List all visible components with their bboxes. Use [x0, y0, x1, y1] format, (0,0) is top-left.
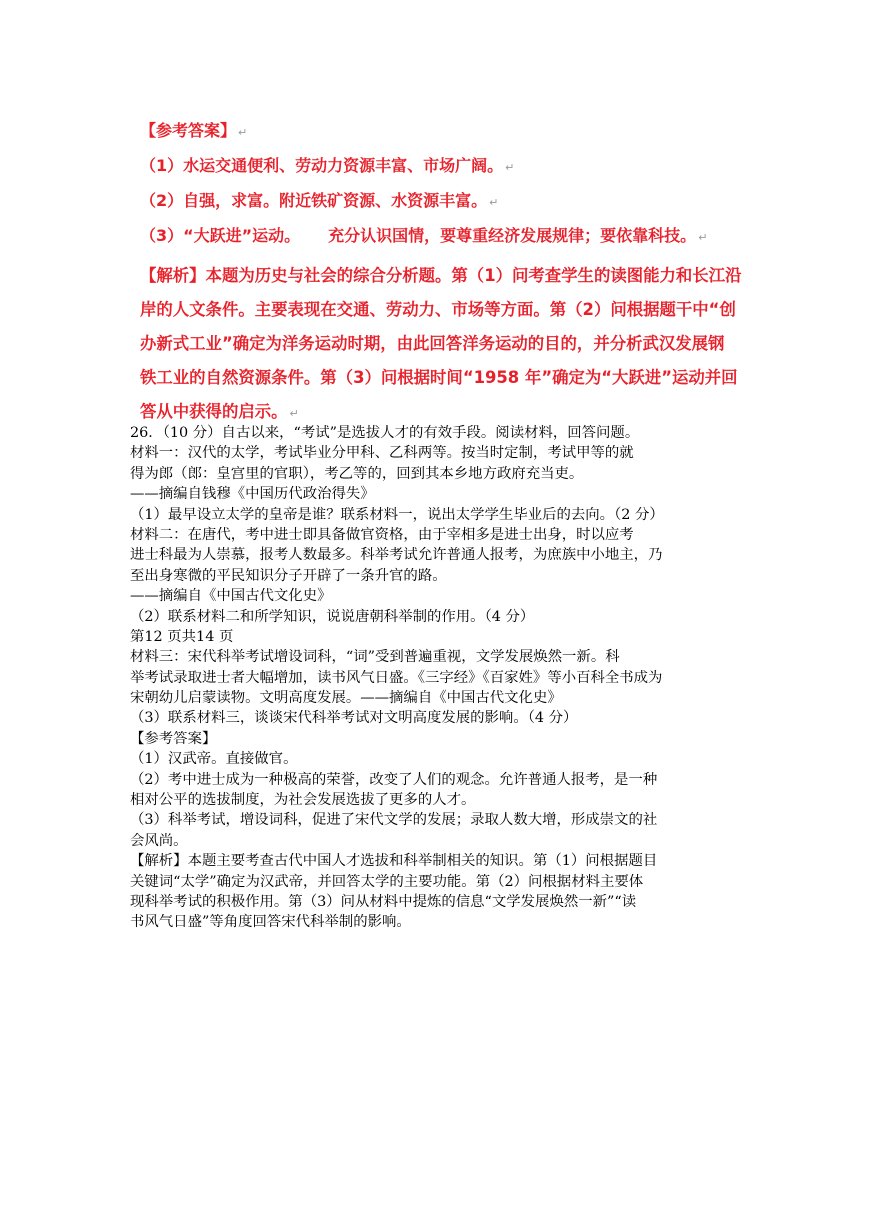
return-mark: ↵ — [289, 407, 299, 420]
answer-line: （3）科举考试，增设词科，促进了宋代文学的发展；录取人数大增，形成崇文的社 — [130, 812, 658, 829]
answer-heading: 【参考答案】 ↵ — [140, 121, 248, 140]
question-line: 26．（10 分）自古以来，“考试”是选拔人才的有效手段。阅读材料，回答问题。 — [130, 425, 640, 441]
reference-answer-block — [140, 113, 840, 429]
answer-line: （1）汉武帝。直接做官。 — [130, 751, 298, 768]
answer-line: 相对公平的选拔制度，为社会发展选拔了更多的人才。 — [130, 792, 476, 809]
question-line: 材料二：在唐代，考中进士即具备做官资格，由于宰相多是进士出身，时以应考 — [130, 526, 634, 543]
question-line: 进士科最为人崇慕，报考人数最多。科举考试允许普通人报考，为庶族中小地主，乃 — [130, 547, 663, 564]
return-mark: ↵ — [698, 231, 708, 244]
analysis-line-1: 【解析】本题为历史与社会的综合分析题。第（1）问考查学生的读图能力和长江沿 — [140, 266, 742, 285]
analysis-line-2: 岸的人文条件。主要表现在交通、劳动力、市场等方面。第（2）问根据题干中“创 — [140, 300, 736, 319]
question-line: 宋朝幼儿启蒙读物。文明高度发展。——摘编自《中国古代文化史》 — [130, 690, 562, 707]
sub-question: （3）联系材料三，谈谈宋代科举考试对文明高度发展的影响。（4 分） — [130, 710, 578, 727]
source-citation: ——摘编自《中国古代文化史》 — [130, 588, 332, 605]
return-mark: ↵ — [238, 126, 248, 139]
question-line: 材料三：宋代科举考试增设词科，“词”受到普遍重视，文学发展焕然一新。科 — [130, 649, 620, 666]
question-line: 至出身寒微的平民知识分子开辟了一条升官的路。 — [130, 567, 447, 584]
return-mark: ↵ — [505, 161, 515, 174]
analysis-line: 书风气日盛”等角度回答宋代科举制的影响。 — [130, 914, 411, 931]
page-number: 第12 页共14 页 — [130, 628, 234, 645]
answer-line-2: （2）自强，求富。附近铁矿资源、水资源丰富。 ↵ — [140, 191, 499, 210]
analysis-line: 关键词“太学”确定为汉武帝，并回答太学的主要功能。第（2）问根据材料主要体 — [130, 873, 644, 890]
question-line: 得为郎（郎：皇宫里的官职），考乙等的，回到其本乡地方政府充当吏。 — [130, 465, 584, 482]
answer-line-3: （3）“大跃进”运动。 充分认识国情，要尊重经济发展规律；要依靠科技。 ↵ — [140, 226, 708, 245]
sub-question: （2）联系材料二和所学知识，说说唐朝科举制的作用。（4 分） — [130, 608, 535, 625]
analysis-line-5: 答从中获得的启示。 ↵ — [140, 402, 299, 421]
analysis-line: 【解析】本题主要考查古代中国人才选拔和科举制相关的知识。第（1）问根据题目 — [130, 853, 658, 870]
return-mark: ↵ — [489, 196, 499, 209]
answer-line: 会风尚。 — [130, 832, 188, 849]
question-line: 材料一：汉代的太学，考试毕业分甲科、乙科两等。按当时定制，考试甲等的就 — [130, 445, 634, 462]
analysis-line: 现科举考试的积极作用。第（3）问从材料中提炼的信息“文学发展焕然一新”“读 — [130, 893, 637, 910]
question-line: 举考试录取进士者大幅增加，读书风气日盛。《三字经》《百家姓》等小百科全书成为 — [130, 669, 663, 686]
answer-heading: 【参考答案】 — [130, 730, 217, 747]
answer-line: （2）考中进士成为一种极高的荣誉，改变了人们的观念。允许普通人报考，是一种 — [130, 771, 658, 788]
analysis-line-3: 办新式工业”确定为洋务运动时期，由此回答洋务运动的目的，并分析武汉发展钢 — [140, 334, 725, 353]
analysis-line-4: 铁工业的自然资源条件。第（3）问根据时间“1958 年”确定为“大跃进”运动并回 — [140, 368, 738, 387]
answer-line-1: （1）水运交通便利、劳动力资源丰富、市场广阔。 ↵ — [140, 156, 515, 175]
question-26-block — [130, 423, 730, 933]
source-citation: ——摘编自钱穆《中国历代政治得失》 — [130, 486, 375, 503]
sub-question: （1）最早设立太学的皇帝是谁？联系材料一，说出太学学生毕业后的去向。（2 分） — [130, 506, 664, 523]
